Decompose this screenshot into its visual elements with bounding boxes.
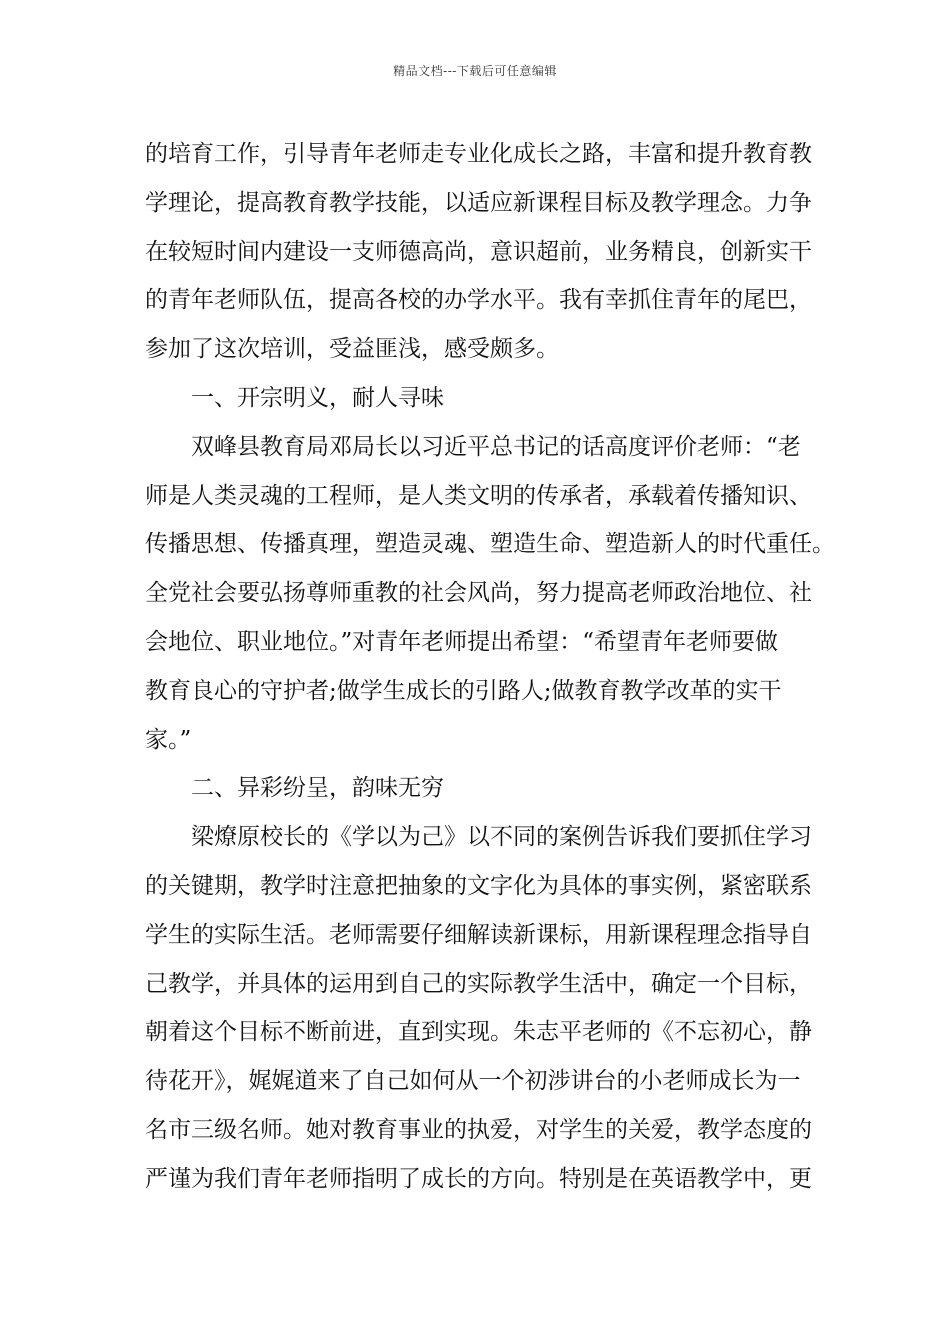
text-line: 会地位、职业地位。”对青年老师提出希望：“希望青年老师要做 — [145, 628, 779, 655]
text-line: 待花开》，娓娓道来了自己如何从一个初涉讲台的小老师成长为一 — [145, 1068, 801, 1095]
text-line: 师是人类灵魂的工程师，是人类文明的传承者，承载着传播知识、 — [145, 482, 812, 509]
text-line: 在较短时间内建设一支师德高尚，意识超前，业务精良，创新实干 — [145, 238, 812, 265]
text-line: 的关键期，教学时注意把抽象的文字化为具体的事实例，紧密联系 — [145, 872, 812, 899]
text-line: 家。” — [145, 726, 192, 753]
section-heading: 二、异彩纷呈，韵味无穷 — [191, 775, 444, 802]
text-line: 己教学，并具体的运用到自己的实际教学生活中，确定一个目标， — [145, 970, 812, 997]
text-line: 的培育工作，引导青年老师走专业化成长之路，丰富和提升教育教 — [145, 141, 812, 167]
text-line: 全党社会要弘扬尊师重教的社会风尚，努力提高老师政治地位、社 — [145, 580, 812, 607]
text-line: 传播思想、传播真理，塑造灵魂、塑造生命、塑造新人的时代重任。 — [145, 531, 835, 558]
text-line: 严谨为我们青年老师指明了成长的方向。特别是在英语教学中，更 — [145, 1165, 812, 1192]
text-line: 学理论，提高教育教学技能，以适应新课程目标及教学理念。力争 — [145, 189, 812, 216]
text-line: 参加了这次培训，受益匪浅，感受颇多。 — [145, 336, 559, 363]
text-line: 朝着这个目标不断前进，直到实现。朱志平老师的《不忘初心，静 — [145, 1019, 812, 1046]
text-line: 双峰县教育局邓局长以习近平总书记的话高度评价老师：“老 — [191, 433, 801, 460]
section-heading: 一、开宗明义，耐人寻味 — [191, 384, 444, 411]
document-body — [145, 130, 835, 1204]
text-line: 的青年老师队伍，提高各校的办学水平。我有幸抓住青年的尾巴， — [145, 287, 812, 314]
text-line: 梁燎原校长的《学以为己》以不同的案例告诉我们要抓住学习 — [191, 824, 812, 851]
page-header: 精品文档---下载后可任意编辑 — [393, 64, 557, 78]
text-line: 名市三级名师。她对教育事业的执爱，对学生的关爱，教学态度的 — [145, 1116, 812, 1143]
text-line: 教育良心的守护者;做学生成长的引路人;做教育教学改革的实干 — [145, 677, 782, 704]
text-line: 学生的实际生活。老师需要仔细解读新课标，用新课程理念指导自 — [145, 921, 812, 948]
